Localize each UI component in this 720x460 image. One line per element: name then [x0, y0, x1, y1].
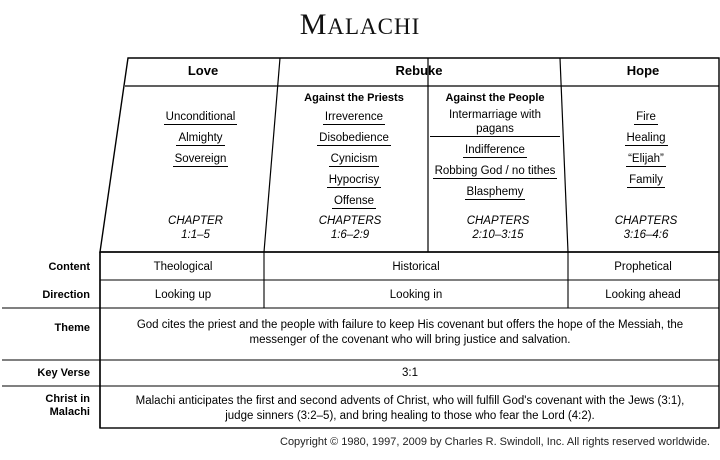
chapter-label: CHAPTERS: [318, 215, 382, 227]
list-item: Robbing God / no tithes: [434, 165, 556, 177]
chapter-ref: 1:6–2:9: [330, 229, 370, 241]
page-title-rest: ALACHI: [327, 14, 421, 39]
list-item: Irreverence: [324, 111, 384, 123]
cell-content-prophetical: Prophetical: [614, 261, 672, 273]
row-label-line1: Christ in: [45, 393, 90, 405]
column-header-hope: Hope: [626, 63, 660, 78]
list-item: Fire: [636, 111, 656, 123]
row-label-key-verse: Key Verse: [37, 367, 90, 379]
page-title: [0, 8, 720, 42]
cell-content-historical: Historical: [392, 261, 440, 273]
chapter-ref: 1:1–5: [181, 229, 210, 241]
list-item: Hypocrisy: [328, 174, 380, 186]
list-item: Intermarriage with pagans: [430, 108, 560, 137]
cell-content-theological: Theological: [153, 261, 213, 273]
chapter-caption-hope: [576, 214, 716, 242]
subheader-against-the-priests: Against the Priests: [304, 92, 404, 104]
chapter-label: CHAPTER: [168, 215, 223, 227]
row-label-content: Content: [48, 261, 90, 273]
list-item: Offense: [333, 195, 375, 207]
list-item: Almighty: [178, 132, 223, 144]
cell-direction-looking-up: Looking up: [154, 289, 212, 301]
chapter-label: CHAPTERS: [466, 215, 530, 227]
list-item: Family: [629, 174, 663, 186]
list-item: Disobedience: [319, 132, 389, 144]
list-item: Indifference: [465, 144, 525, 156]
cell-direction-looking-in: Looking in: [389, 289, 443, 301]
row-label-direction: Direction: [42, 289, 90, 301]
list-item: Cynicism: [330, 153, 378, 165]
chapter-label: CHAPTERS: [614, 215, 678, 227]
cell-christ-in-malachi-text: Malachi anticipates the first and second advents of Christ, who will fulfill God's covenant with the Jews (3:1), judge sinners (3:2–5), and bring healing to those who fear the Lord (4:2).: [135, 395, 685, 422]
column-header-rebuke: Rebuke: [395, 63, 443, 78]
row-label-line2: Malachi: [49, 406, 90, 418]
subheader-against-the-people: Against the People: [445, 92, 545, 104]
list-item: Blasphemy: [466, 186, 524, 198]
list-item: “Elijah”: [628, 153, 664, 165]
chapter-caption-love: [128, 214, 263, 242]
cell-direction-looking-ahead: Looking ahead: [605, 289, 681, 301]
list-item: Unconditional: [165, 111, 236, 123]
chapter-caption-people: [433, 214, 563, 242]
chapter-ref: 2:10–3:15: [472, 229, 524, 241]
malachi-chart: [37, 56, 720, 430]
row-label-christ-in-malachi: [2, 393, 90, 419]
list-item: Sovereign: [174, 153, 227, 165]
items-against-the-priests: [283, 108, 425, 213]
list-item: Healing: [626, 132, 666, 144]
items-against-the-people: [430, 108, 560, 204]
copyright-notice: Copyright © 1980, 1997, 2009 by Charles R. Swindoll, Inc. All rights reserved worldwide.: [280, 436, 710, 448]
chapter-caption-priests: [276, 214, 424, 242]
chapter-ref: 3:16–4:6: [623, 229, 669, 241]
column-header-love: Love: [187, 63, 219, 78]
items-hope: [576, 108, 716, 192]
page-title-initial: M: [299, 8, 328, 41]
cell-theme-text: God cites the priest and the people with failure to keep His covenant but offers the hope of the Messiah, the messenger of the covenant who will bring justice and salvation.: [136, 319, 684, 346]
cell-key-verse-text: 3:1: [402, 367, 418, 379]
items-love: [133, 108, 268, 171]
row-label-theme: Theme: [54, 322, 90, 334]
